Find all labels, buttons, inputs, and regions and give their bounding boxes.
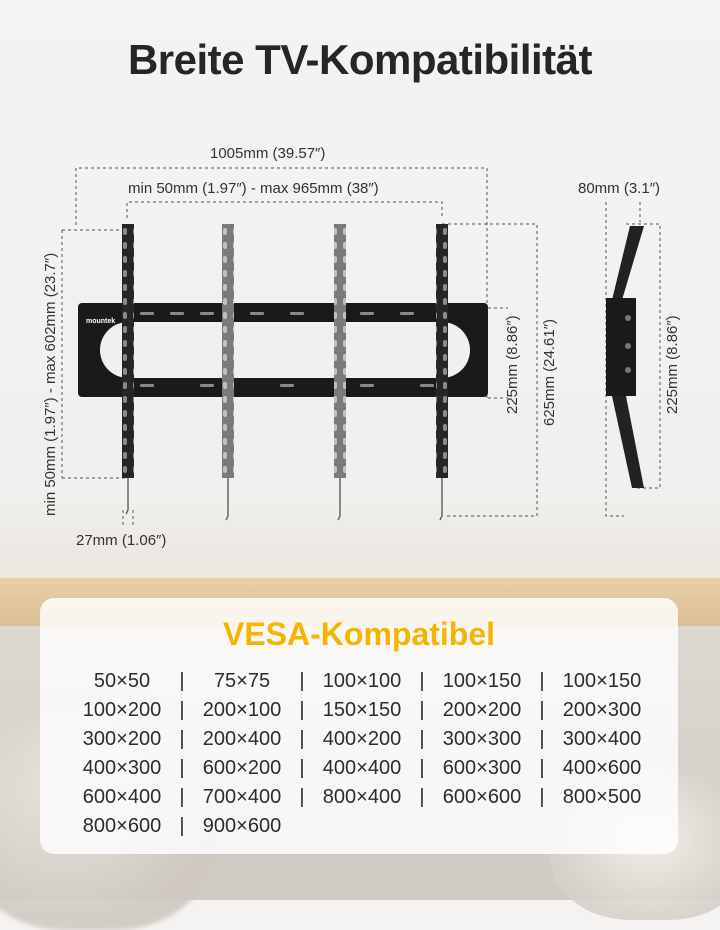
vesa-size-item: 600×400 (82, 786, 162, 808)
vesa-size-item: 900×600 (202, 815, 282, 837)
vesa-separator: | (179, 786, 185, 808)
vesa-separator: | (539, 786, 545, 808)
vesa-separator: | (299, 786, 305, 808)
vesa-size-item: 600×600 (442, 786, 522, 808)
vesa-size-item: 400×200 (322, 728, 402, 750)
side-depth-label: 80mm (3.1″) (578, 180, 660, 197)
vesa-size-item: 200×200 (442, 699, 522, 721)
vesa-separator: | (539, 699, 545, 721)
vesa-separator: | (179, 728, 185, 750)
bracket-height-label: 225mm (8.86″) (504, 315, 521, 414)
vesa-separator: | (419, 699, 425, 721)
vesa-separator: | (179, 815, 185, 837)
vesa-size-item: 300×300 (442, 728, 522, 750)
vesa-separator: | (179, 757, 185, 779)
vesa-separator: | (419, 786, 425, 808)
total-width-label: 1005mm (39.57″) (210, 145, 326, 162)
vesa-separator: | (179, 670, 185, 692)
vesa-size-item: 100×150 (442, 670, 522, 692)
vesa-size-item: 200×100 (202, 699, 282, 721)
vesa-separator: | (179, 699, 185, 721)
vesa-size-item: 75×75 (213, 670, 271, 692)
vesa-size-item: 800×500 (562, 786, 642, 808)
vesa-size-item: 800×600 (82, 815, 162, 837)
vesa-size-item: 400×300 (82, 757, 162, 779)
vesa-size-item: 200×400 (202, 728, 282, 750)
page-title: Breite TV-Kompatibilität (127, 36, 593, 83)
side-height-label: 225mm (8.86″) (664, 315, 681, 414)
vesa-size-item: 100×100 (322, 670, 402, 692)
total-height-label: 625mm (24.61″) (541, 318, 558, 426)
vesa-separator: | (299, 757, 305, 779)
vesa-size-item: 100×200 (82, 699, 162, 721)
horizontal-rail (78, 303, 488, 397)
vesa-size-item: 200×300 (562, 699, 642, 721)
vesa-size-item: 400×400 (322, 757, 402, 779)
vesa-size-item: 400×600 (562, 757, 642, 779)
vesa-separator: | (299, 670, 305, 692)
vesa-title: VESA-Kompatibel (222, 616, 496, 652)
vesa-size-item: 300×200 (82, 728, 162, 750)
vesa-separator: | (299, 699, 305, 721)
depth-label: 27mm (1.06″) (76, 532, 167, 549)
vesa-separator: | (539, 757, 545, 779)
vesa-size-item: 300×400 (562, 728, 642, 750)
vesa-size-item: 50×50 (93, 670, 151, 692)
vesa-separator: | (419, 728, 425, 750)
vesa-height-label: min 50mm (1.97″) - max 602mm (23.7″) (42, 252, 59, 516)
vesa-size-grid (70, 668, 670, 840)
vesa-width-label: min 50mm (1.97″) - max 965mm (38″) (128, 180, 379, 197)
vesa-size-item: 100×150 (562, 670, 642, 692)
brand-logo (86, 318, 116, 325)
vesa-separator: | (299, 728, 305, 750)
vesa-size-item: 700×400 (202, 786, 282, 808)
brand-logo-text: mountek (86, 318, 116, 325)
vesa-size-item: 600×300 (442, 757, 522, 779)
vesa-separator: | (539, 728, 545, 750)
vesa-separator: | (539, 670, 545, 692)
side-profile (606, 226, 644, 488)
vesa-size-item: 150×150 (322, 699, 402, 721)
vesa-separator: | (419, 757, 425, 779)
vesa-size-item: 600×200 (202, 757, 282, 779)
vesa-size-item: 800×400 (322, 786, 402, 808)
vesa-card (40, 598, 678, 854)
vesa-separator: | (419, 670, 425, 692)
